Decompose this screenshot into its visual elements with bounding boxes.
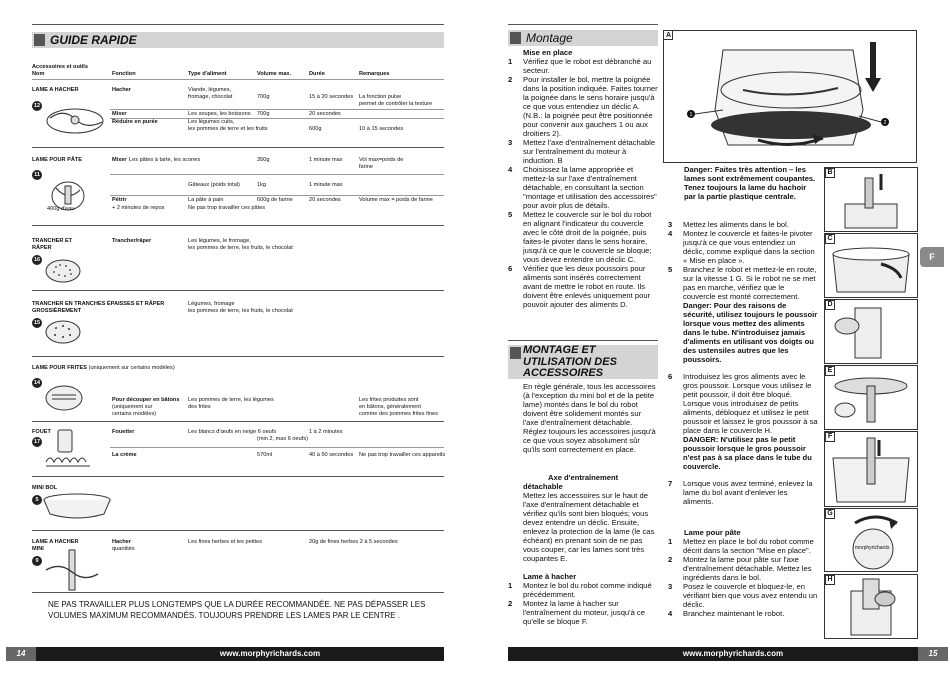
header-square — [510, 347, 521, 359]
row-badge: 16 — [33, 257, 41, 263]
duree-cell: 20 secondes — [309, 197, 341, 203]
step-text: Mettez en place le bol du robot comme décrit dans la section "Mise en place". — [683, 537, 814, 555]
type-cell: Gâteaux (poids total) — [188, 182, 240, 188]
row-name-note: (uniquement sur certains modèles) — [88, 365, 175, 371]
step-text: Montez le couvercle et faites-le pivoter jusqu'à ce que vous entendiez un déclic, comme expliqué dans la section « Mise en place ». — [683, 229, 815, 265]
step-text: Branchez maintenant le robot. — [683, 609, 785, 618]
col-volume: Volume max. — [257, 71, 292, 77]
figure-d — [824, 299, 918, 364]
numbered-step — [668, 537, 818, 555]
accessories-title — [523, 345, 617, 380]
section-title: Montage — [526, 31, 573, 45]
section-rule — [32, 530, 444, 531]
step-number: 1 — [508, 57, 513, 66]
step-number: 6 — [668, 372, 673, 381]
remarque-cell: Les frites produites sont — [359, 397, 419, 403]
numbered-step — [508, 57, 658, 75]
type-cell: Viande, légumes, — [188, 87, 232, 93]
figure-label: C — [825, 234, 835, 244]
step-text: Introduisez les gros aliments avec le gros poussoir. Lorsque vous utilisez le petit poussoir, il doit être bloqué. Lorsque vous introduisez de petits aliments, débloquez et utilisez le petit poussoir et laissez le gros poussoir à sa place dans le couvercle H. — [683, 372, 818, 435]
fn-fouetter: Fouetter — [112, 429, 135, 435]
row-name: LAME A HACHER — [32, 539, 79, 545]
page-title: GUIDE RAPIDE — [50, 33, 137, 47]
montage-header — [508, 30, 658, 46]
subheading: Mise en place — [523, 48, 573, 57]
chopping-steps — [508, 581, 658, 626]
numbered-step — [668, 220, 818, 229]
step-number: 2 — [508, 75, 513, 84]
fn-note: quantités — [112, 546, 135, 552]
step-number: 2 — [668, 555, 673, 564]
accessories-header — [508, 345, 658, 379]
food-pusher-icon — [825, 300, 917, 363]
row-rule — [110, 174, 444, 175]
numbered-step — [508, 581, 658, 599]
blade-insert-icon — [825, 432, 917, 506]
step-number: 4 — [668, 229, 673, 238]
fn-note: (uniquement sur — [112, 404, 153, 410]
step-text: Montez le bol du robot comme indiqué précédemment. — [523, 581, 652, 599]
step-number: 3 — [668, 220, 673, 229]
section-rule — [32, 356, 444, 357]
row-name: LAME POUR PÂTE — [32, 157, 83, 163]
step-text: Vérifiez que le robot est débranché au secteur. — [523, 57, 652, 75]
subheading: Lame à hacher — [523, 572, 577, 581]
title-line: MONTAGE ET — [523, 344, 596, 356]
numbered-step — [508, 138, 658, 165]
dial-brand: morphyrichards — [855, 545, 890, 551]
col-fonction: Fonction — [112, 71, 136, 77]
row-name: TRANCHER EN TRANCHES ÉPAISSES ET RÂPER — [32, 301, 165, 307]
header-rule — [32, 79, 444, 80]
numbered-step — [668, 229, 818, 265]
step-number: 3 — [508, 138, 513, 147]
figure-label: F — [825, 432, 835, 442]
duree-cell: 20 secondes — [309, 111, 341, 117]
volume-cell: 600g — [309, 126, 322, 132]
duree-cell: 15 à 20 secondes — [309, 94, 354, 100]
type-cell: des frites — [188, 404, 211, 410]
remarque-cell: farine — [359, 164, 373, 170]
drive-shaft-icon — [825, 168, 917, 231]
fn-trancher: Trancher/râper — [112, 238, 152, 244]
chopping-blade-icon — [44, 104, 106, 136]
subheading: Lame pour pâte — [684, 528, 741, 537]
warning-text: NE PAS TRAVAILLER PLUS LONGTEMPS QUE LA DURÉE RECOMMANDÉE. NE PAS DÉPASSER LES VOLUMES MAXIMUM RECOMMANDÉS. TOUJOURS PRENDRE LES LAMES PAR LE CENTRE . — [48, 600, 426, 620]
figure-label: E — [825, 366, 835, 376]
top-rule-right — [508, 24, 658, 25]
volume-cell: 600g de farine — [257, 197, 293, 203]
type-cell: Les pâtes à tarte, les scones — [129, 157, 201, 163]
remarque-cell: permet de contrôler la texture — [359, 101, 433, 107]
mini-bowl-icon — [40, 492, 114, 522]
volume-cell: 700g — [257, 94, 270, 100]
type-cell: les pommes de terre et les fruits — [188, 126, 268, 132]
volume-cell: 350g — [257, 157, 270, 163]
speed-dial-icon — [825, 509, 917, 571]
row-name: RÂPER — [32, 245, 52, 251]
type-cell: les pommes de terre, les fruits, le chocolat — [188, 308, 293, 314]
step-text: Mettez les aliments dans le bol. — [683, 220, 789, 229]
footer-url: www.morphyrichards.com — [682, 649, 784, 658]
blade-guard-icon — [825, 366, 917, 429]
type-cell: Les légumes cuits, — [188, 119, 235, 125]
volume-cell: 1kg — [257, 182, 267, 188]
header-square — [510, 32, 521, 44]
numbered-step — [508, 264, 658, 309]
figure-a — [663, 30, 917, 163]
section-rule — [508, 340, 658, 341]
row-name: MINI — [32, 546, 44, 552]
accessories-intro: En règle générale, tous les accessoires (à l'exception du mini bol et de la petite lame) montés dans le bol du robot doivent être solidement montés sur l'axe d'entraînement détachable. Réglez toujours les accessoires jusqu'à ce que vous soyez absolument sûr qu'ils sont correctement en place. — [523, 382, 656, 454]
numbered-step — [508, 210, 658, 264]
numbered-step — [668, 479, 818, 506]
fn-puree: Réduire en purée — [112, 119, 158, 125]
type-cell: La pâte à pain — [188, 197, 224, 203]
step-number: 5 — [508, 210, 513, 219]
duree-cell: 1 minute max — [309, 157, 343, 163]
step-text: Posez le couvercle et bloquez-le, en vérifiant bien que vous avez entendu un déclic. — [683, 582, 818, 609]
numbered-step — [668, 582, 818, 609]
duree-cell: 40 à 50 secondes — [309, 452, 354, 458]
page-number-right: 15 — [918, 647, 948, 661]
figure-label: A — [665, 32, 672, 39]
note-eau: 400g d'eau — [47, 206, 75, 212]
fn-hacher: Hacher — [112, 539, 131, 545]
type-cell: Les pommes de terre, les légumes — [188, 397, 274, 403]
step-text: Mettez l'axe d'entraînement détachable sur l'entraînement du moteur à induction. B — [523, 138, 656, 165]
duree-cell: 1 minute max — [309, 182, 343, 188]
row-badge: 12 — [33, 103, 41, 109]
col-nom: Nom — [32, 71, 45, 77]
type-cell: fromage, chocolat — [188, 94, 233, 100]
step-number: 3 — [668, 582, 673, 591]
section-rule — [32, 476, 444, 477]
numbered-step — [668, 555, 818, 582]
row-name: FOUET — [32, 429, 51, 435]
remarque-cell: La fonction pulse — [359, 94, 402, 100]
figure-g — [824, 508, 918, 572]
figure-label: G — [825, 509, 835, 519]
step-text: Pour installer le bol, mettre la poignée dans la position indiquée. Faites tourner la poignée dans le sens horaire jusqu'à ce que vous entendiez un déclic A. (N.B.: la poignée peut être positionnée pour convenir aux gauchers 1 ou aux droitiers 2). — [523, 75, 658, 138]
type-cell: Ne pas trop travailler ces pâtes — [188, 205, 266, 211]
danger-note: Danger: Faites très attention – les lames sont extrêmement coupantes. Tenez toujours la lame du hachoir par la partie plastique centrale. — [684, 165, 816, 201]
step-text: Mettez le couvercle sur le bol du robot en alignant l'indicateur du couvercle avec le côté droit de la poignée, puis faites-le pivoter dans le sens horaire, jusqu'à ce que le couvercle se bloque; vous devez entendre un déclic C. — [523, 210, 652, 264]
volume-cell: 570ml — [257, 452, 273, 458]
volume-cell: 700g — [257, 111, 270, 117]
fn-repos: + 2 minutes de repos — [112, 205, 165, 211]
row-rule — [110, 195, 444, 196]
section-rule — [32, 290, 444, 291]
figure-c — [824, 233, 918, 298]
language-tab: F — [920, 247, 944, 267]
fn-hacher: Hacher — [112, 87, 131, 93]
step-text: Montez la lame à hacher sur l'entraînement du moteur, jusqu'à ce qu'elle se bloque F. — [523, 599, 645, 626]
row-badge: 14 — [33, 380, 41, 386]
type-cell: Les blancs d'œufs en neige 6 oeufs — [188, 429, 277, 435]
header-square — [34, 34, 45, 46]
step-number: 5 — [668, 265, 673, 274]
remarque-cell: Vol max=poids de — [359, 157, 404, 163]
step-number: 2 — [508, 599, 513, 608]
col-remarques: Remarques — [359, 71, 390, 77]
step-number: 7 — [668, 479, 673, 488]
type-cell: Les fines herbes et les petites — [188, 539, 263, 545]
row-name: TRANCHER ET — [32, 238, 73, 244]
title-line: UTILISATION DES — [523, 355, 617, 368]
fn-mixer: Mixer — [112, 157, 127, 163]
type-cell: (min 2, max 6 oeufs) — [257, 436, 308, 442]
title-line: ACCESSOIRES — [523, 367, 604, 379]
figure-label: H — [825, 575, 835, 585]
top-rule-left — [32, 24, 444, 25]
section-rule — [32, 421, 444, 422]
section-rule — [32, 225, 444, 226]
footer-right — [508, 647, 918, 661]
row-badge: 11 — [32, 170, 42, 180]
row-rule — [110, 109, 444, 110]
assembly-steps — [508, 57, 658, 309]
figure-label: B — [825, 168, 835, 178]
figure-f — [824, 431, 918, 507]
numbered-step — [508, 599, 658, 626]
step-number: 6 — [508, 264, 513, 273]
type-cell: les pommes de terre, les fruits, le chocolat — [188, 245, 293, 251]
guide-rapide-header — [32, 32, 444, 48]
mini-blade-icon — [42, 548, 102, 592]
footer-left — [36, 647, 444, 661]
fn-petrir: Pétrir — [112, 197, 127, 203]
remarque-cell: en bâtons, généralement — [359, 404, 421, 410]
row-badge: 17 — [33, 439, 41, 445]
col-duree: Durée — [309, 71, 325, 77]
remarque-cell: Volume max = poids de farine — [359, 197, 433, 203]
fn-mixer: Mixer — [112, 111, 127, 117]
numbered-step — [668, 609, 818, 618]
fn-batons: Pour découper en bâtons — [112, 397, 180, 403]
row-name: LAME POUR FRITES — [32, 365, 88, 371]
subheading: Axe d'entraînement — [548, 473, 619, 482]
thick-slicing-disc-icon — [44, 318, 82, 346]
danger-note: Danger: Pour des raisons de sécurité, utilisez toujours le poussoir lorsque vous mettez des aliments dans le tube. N'introduisez jamais d'aliments en utilisant vos doigts ou des ustensiles autres que les poussoirs. — [683, 301, 818, 364]
figure-b — [824, 167, 918, 232]
section-rule — [32, 147, 444, 148]
row-badge: 15 — [33, 320, 41, 326]
subheading: détachable — [523, 482, 563, 491]
step-text: Branchez le robot et mettez-le en route, sur la vitesse 1 G. Si le robot ne se met pas en marche, vérifiez que le couvercle est monté correctement. — [683, 265, 817, 301]
duree-cell: 20g de fines herbes 2 à 5 secondes — [309, 539, 398, 545]
fn-creme: La crème — [112, 452, 137, 458]
fn-note: certains modèles) — [112, 411, 157, 417]
step-number: 1 — [508, 581, 513, 590]
step-text: Vérifiez que les deux poussoirs pour aliments sont insérés correctement avant de mettre le robot en route. Ils doivent être enlevés uniquement pour pouvoir ajouter des aliments D. — [523, 264, 651, 309]
row-badge: 5 — [32, 495, 42, 505]
col-type: Type d'aliment — [188, 71, 227, 77]
footer-url: www.morphyrichards.com — [219, 649, 321, 658]
row-rule — [110, 118, 444, 119]
step-number: 4 — [508, 165, 513, 174]
figure-e — [824, 365, 918, 430]
type-cell: Les soupes, les boissons — [188, 111, 251, 117]
lid-lock-icon — [825, 234, 917, 297]
page-number-left: 14 — [6, 647, 36, 661]
callout-1: 1 — [689, 112, 693, 118]
row-name: GROSSIÈREMENT — [32, 308, 82, 314]
callout-2: 2 — [883, 120, 887, 126]
numbered-step — [668, 265, 818, 301]
numbered-step — [508, 165, 658, 210]
subhead: Accessoires et outils — [32, 64, 88, 70]
step-text: Choisissez la lame appropriée et mettez-la sur l'axe d'entraînement détachable, en consultant la section "montage et utilisation des accessoires" pour avoir plus de détails. — [523, 165, 657, 210]
row-name-frites — [32, 365, 175, 372]
section-rule — [32, 592, 444, 593]
numbered-step — [668, 372, 818, 435]
chip-disc-icon — [44, 383, 84, 413]
axe-text: Mettez les accessoires sur le haut de l'axe d'entraînement détachable et vérifiez qu'ils sont bien bloqués; vous devez entendre un déclic. Ensuite, enlevez la protection de la lame (le cas échéant) en prenant soin de ne pas vous couper, car les lames sont très coupantes E. — [523, 491, 655, 563]
step-number: 1 — [668, 537, 673, 546]
whisk-icon — [44, 428, 94, 470]
numbered-step — [508, 75, 658, 138]
row-name: MINI BOL — [32, 485, 58, 491]
step-text: Lorsque vous avez terminé, enlevez la lame du bol avant d'enlever les aliments. — [683, 479, 813, 506]
row-rule — [110, 447, 444, 448]
type-cell: Légumes, fromage — [188, 301, 235, 307]
remarque-cell: Ne pas trop travailler ces appareils — [359, 452, 446, 458]
row-name: LAME A HACHER — [32, 87, 79, 93]
figure-h — [824, 574, 918, 639]
dough-steps — [668, 537, 818, 618]
type-cell: Les légumes, le fromage, — [188, 238, 251, 244]
duree-cell: 10 à 15 secondes — [359, 126, 404, 132]
chopping-continued — [668, 220, 818, 506]
step-text: Montez la lame pour pâte sur l'axe d'entraînement détachable. Mettez les ingrédients dans le bol. — [683, 555, 812, 582]
duree-cell: 1 à 2 minutes — [309, 429, 343, 435]
slicing-disc-icon — [44, 257, 82, 285]
step-number: 4 — [668, 609, 673, 618]
danger-note: DANGER: N'utilisez pas le petit poussoir lorsque le gros poussoir n'est pas à sa place dans le tube du couvercle. — [683, 435, 812, 471]
row-badge: 9 — [32, 556, 42, 566]
figure-label: D — [825, 300, 835, 310]
small-pusher-icon — [825, 575, 917, 638]
remarque-cell: comme des pommes frites fines — [359, 411, 438, 417]
